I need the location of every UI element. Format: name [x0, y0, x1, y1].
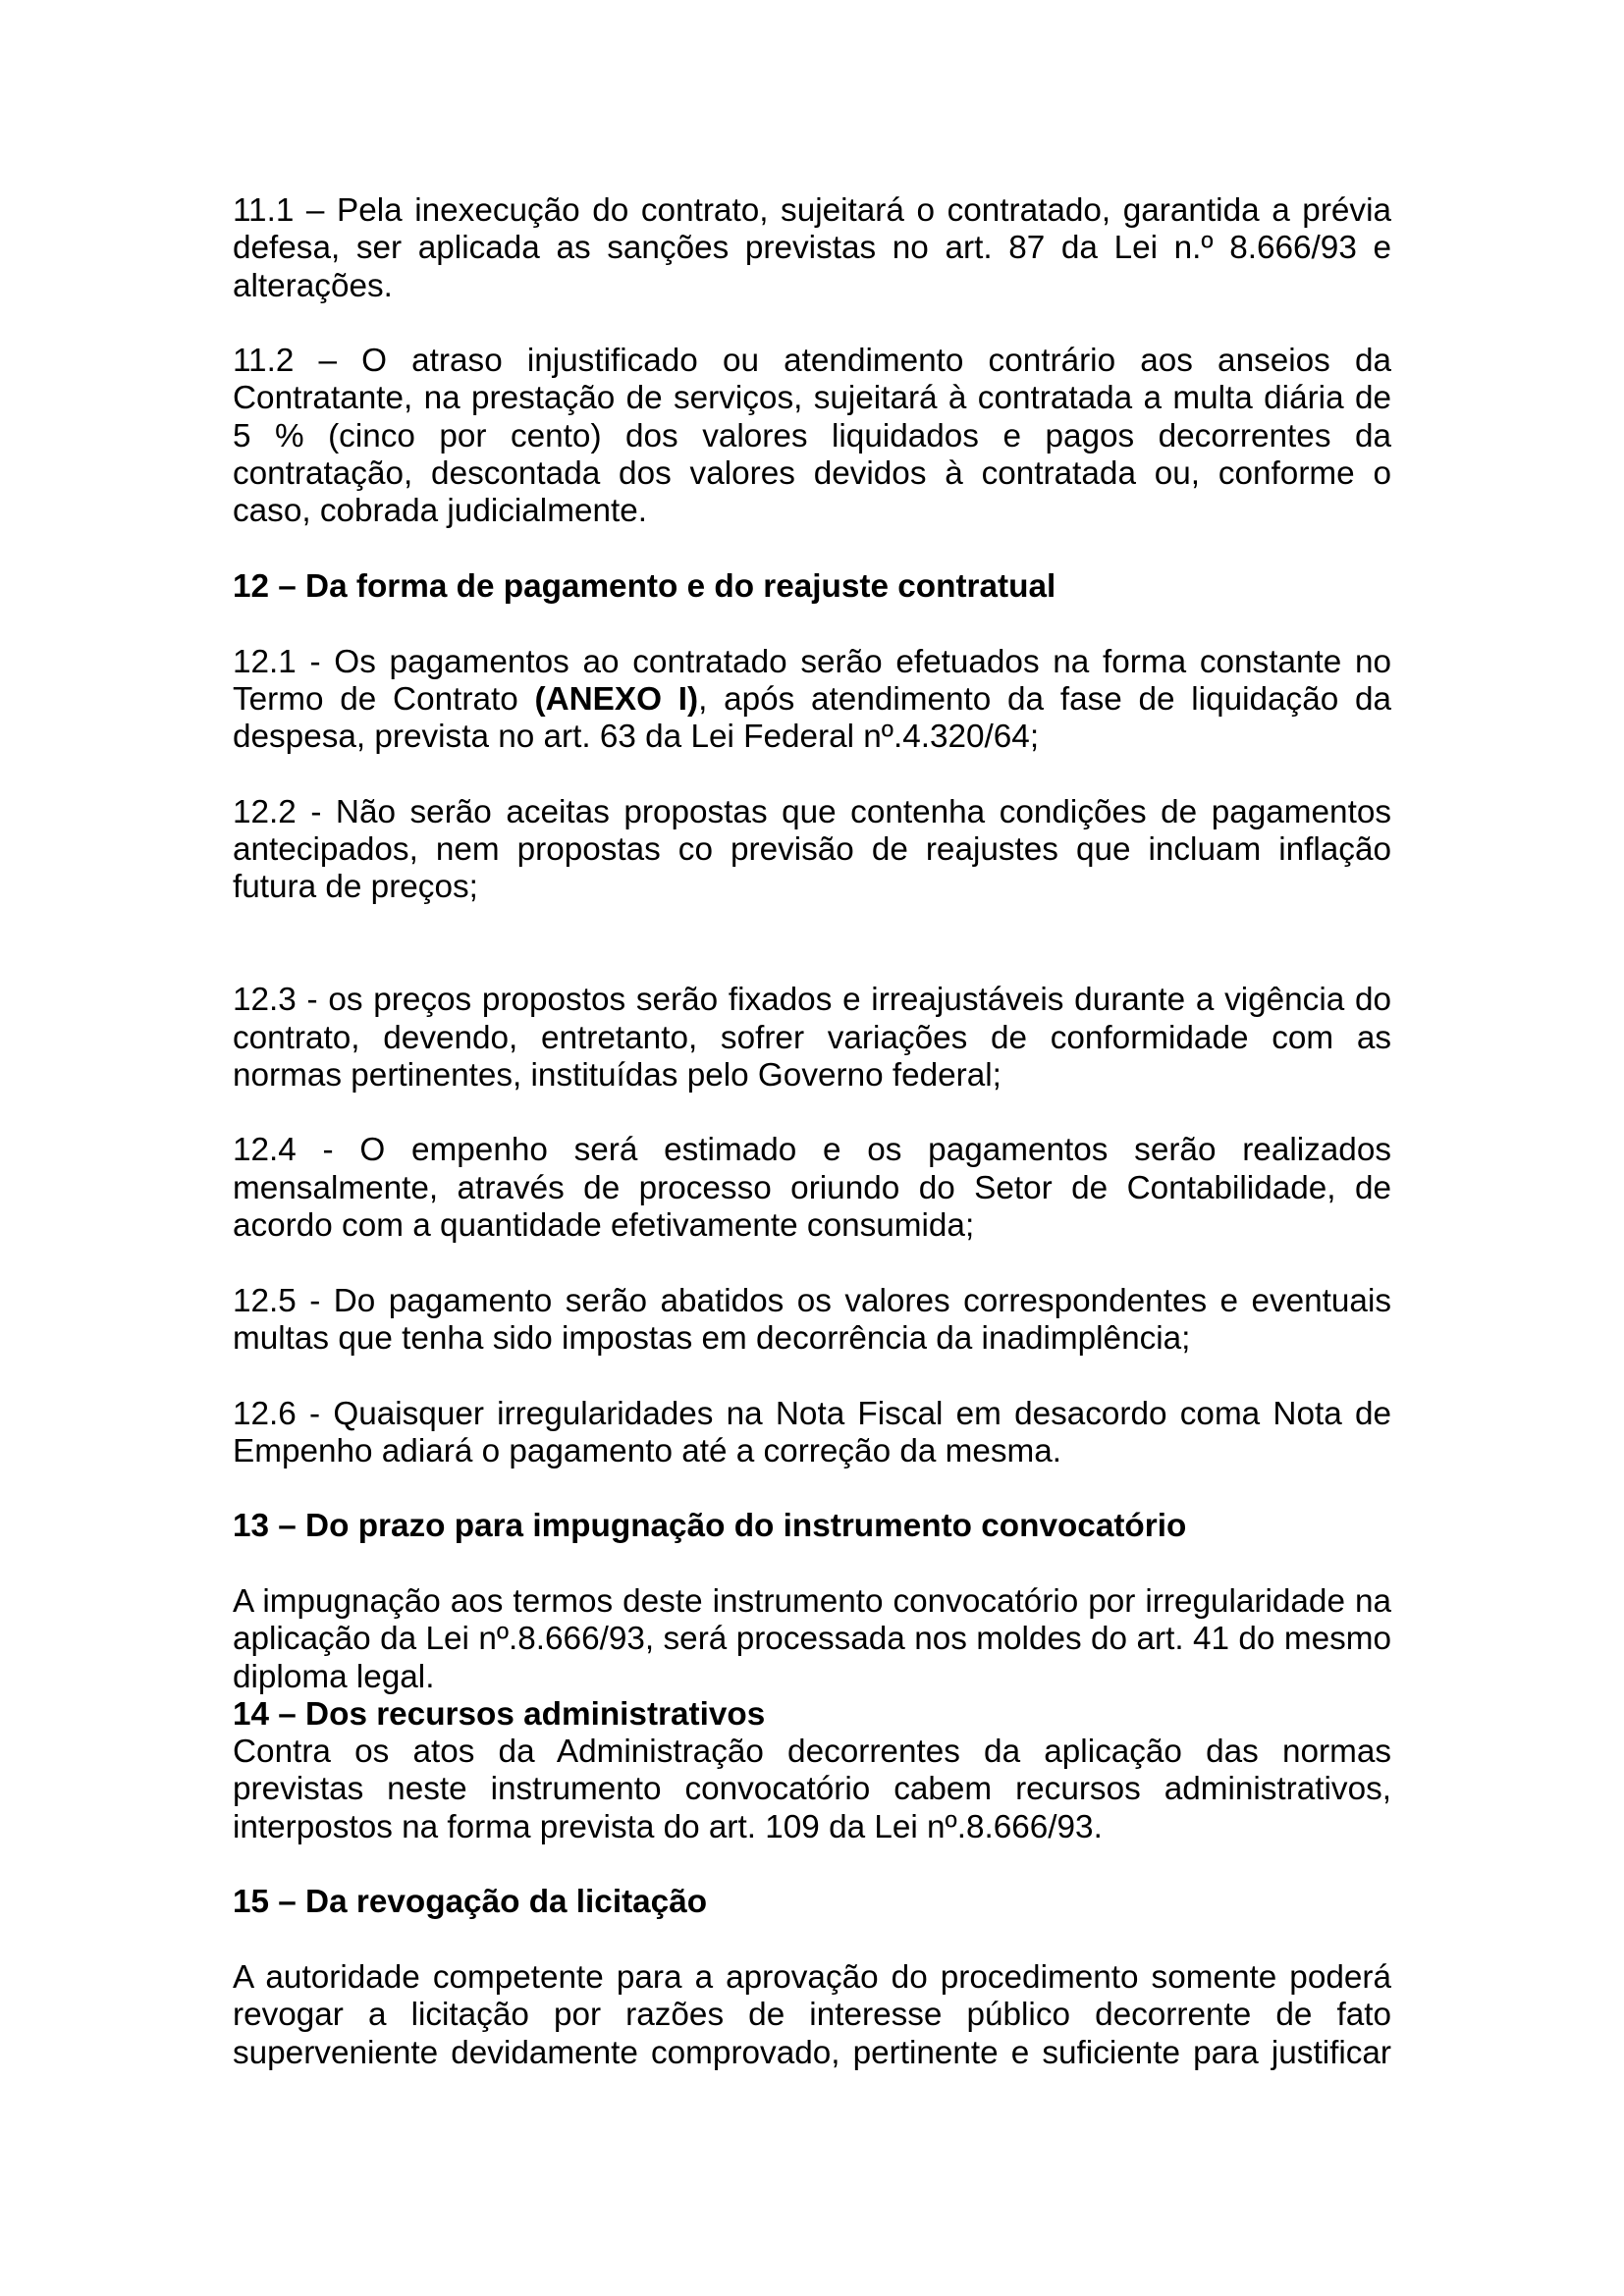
clause-11-1 [233, 192, 1391, 305]
section-13-heading-text: 13 – Do prazo para impugnação do instrumento convocatório [233, 1508, 1187, 1545]
clause-14-body-text: Contra os atos da Administração decorrentes da aplicação das normas previstas neste instrumento convocatório cabem recursos administrativos, interpostos na forma prevista do art. 109 da Lei nº.8.666/93. [233, 1734, 1391, 1845]
clause-12-2 [233, 794, 1391, 907]
section-14-heading [233, 1696, 1391, 1734]
clause-15-body [233, 1959, 1391, 2072]
clause-11-1-text: 11.1 – Pela inexecução do contrato, sujeitará o contratado, garantida a prévia defesa, ser aplicada as sanções previstas no art. 87 da Lei n.º 8.666/93 e alterações. [233, 192, 1391, 304]
document-content [233, 192, 1391, 2072]
clause-12-1-text: 12.1 - Os pagamentos ao contratado serão efetuados na forma constante no Termo de Contrato [233, 643, 1391, 718]
clause-12-3-text: 12.3 - os preços propostos serão fixados e irreajustáveis durante a vigência do contrato, devendo, entretanto, sofrer variações de conformidade com as normas pertinentes, instituídas pelo Governo federal; [233, 982, 1391, 1094]
clause-12-1 [233, 644, 1391, 757]
clause-11-2-text: 11.2 – O atraso injustificado ou atendimento contrário aos anseios da Contratante, na prestação de serviços, sujeitará à contratada a multa diária de 5 % (cinco por cento) dos valores liquidados e pagos decorrentes da contratação, descontada dos valores devidos à contratada ou, conforme o caso, cobrada judicialmente. [233, 343, 1391, 530]
section-13-heading [233, 1508, 1391, 1545]
clause-13-body [233, 1583, 1391, 1696]
section-12-heading [233, 568, 1391, 606]
clause-12-1-text: , após atendimento da fase de liquidação da despesa, prevista no art. 63 da Lei Federal nº.4.320/64; [233, 680, 1392, 756]
clause-12-6-text: 12.6 - Quaisquer irregularidades na Nota Fiscal em desacordo coma Nota de Empenho adiará o pagamento até a correção da mesma. [233, 1395, 1391, 1469]
clause-14-body [233, 1734, 1391, 1846]
clause-12-6 [233, 1396, 1391, 1471]
clause-12-4-text: 12.4 - O empenho será estimado e os pagamentos serão realizados mensalmente, através de processo oriundo do Setor de Contabilidade, de acordo com a quantidade efetivamente consumida; [233, 1132, 1391, 1245]
clause-13-body-text: A impugnação aos termos deste instrumento convocatório por irregularidade na aplicação da Lei nº.8.666/93, será processada nos moldes do art. 41 do mesmo diploma legal. [233, 1582, 1391, 1695]
clause-12-1-bold-text: (ANEXO I) [534, 680, 699, 718]
clause-12-5 [233, 1283, 1391, 1359]
clause-11-2 [233, 343, 1391, 530]
clause-12-4 [233, 1132, 1391, 1245]
clause-12-3 [233, 982, 1391, 1095]
section-12-heading-text: 12 – Da forma de pagamento e do reajuste contratual [233, 567, 1056, 605]
clause-12-2-text: 12.2 - Não serão aceitas propostas que contenha condições de pagamentos antecipados, nem propostas co previsão de reajustes que incluam inflação futura de preços; [233, 793, 1391, 906]
clause-12-5-text: 12.5 - Do pagamento serão abatidos os valores correspondentes e eventuais multas que tenha sido impostas em decorrência da inadimplência; [233, 1282, 1391, 1357]
clause-15-body-text: A autoridade competente para a aprovação do procedimento somente poderá revogar a licitação por razões de interesse público decorrente de fato superveniente devidamente comprovado, pertinente e suficiente para justificar [233, 1958, 1391, 2071]
section-15-heading-text: 15 – Da revogação da licitação [233, 1884, 708, 1921]
section-15-heading [233, 1884, 1391, 1921]
section-14-heading-text: 14 – Dos recursos administrativos [233, 1695, 766, 1733]
